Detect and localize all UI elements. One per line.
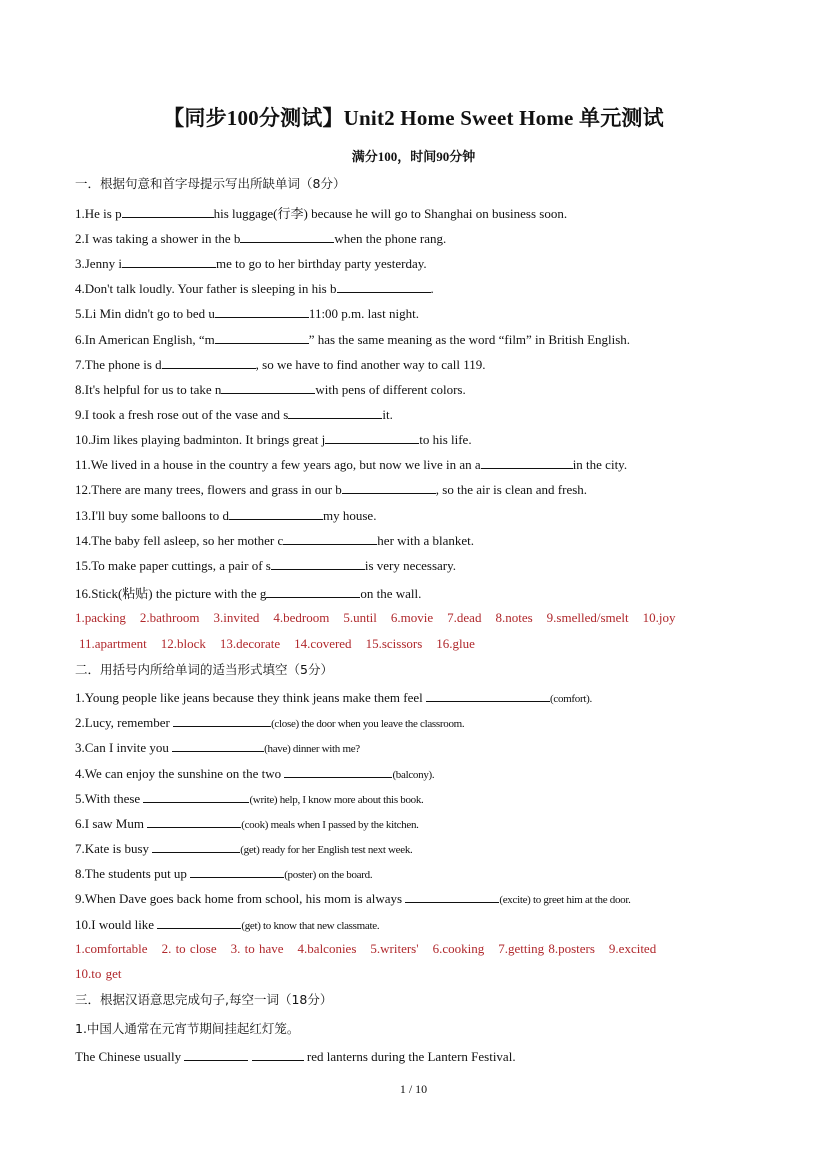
s2-question-1: 1.Young people like jeans because they think jeans make them feel (comfort). bbox=[75, 690, 592, 705]
section-1-heading: 一．根据句意和首字母提示写出所缺单词（8分） bbox=[75, 176, 346, 191]
page-number: 1 / 10 bbox=[399, 1082, 428, 1096]
s2-question-3: 3.Can I invite you (have) dinner with me? bbox=[75, 740, 360, 755]
s2-question-8: 8.The students put up (poster) on the board. bbox=[75, 866, 373, 881]
s1-question-10: 10.Jim likes playing badminton. It brings great j to his life. bbox=[75, 432, 472, 447]
s1-question-8: 8.It's helpful for us to take n with pens of different colors. bbox=[75, 382, 466, 397]
s1-question-16: 16.Stick(粘贴) the picture with the g on the wall. bbox=[75, 586, 422, 601]
s2-question-2: 2.Lucy, remember (close) the door when you leave the classroom. bbox=[75, 715, 465, 730]
s1-question-15: 15.To make paper cuttings, a pair of s is very necessary. bbox=[75, 558, 457, 573]
s2-answers-line-1: 1.comfortable 2. to close 3. to have 4.balconies 5.writers' 6.cooking 7.getting 8.posters 9.excited bbox=[75, 941, 657, 956]
section-3-heading: 三．根据汉语意思完成句子,每空一词（18分） bbox=[75, 992, 333, 1007]
s1-question-5: 5.Li Min didn't go to bed u 11:00 p.m. last night. bbox=[75, 306, 419, 321]
s1-answers-line-2: 11.apartment 12.block 13.decorate 14.covered 15.scissors 16.glue bbox=[79, 636, 475, 651]
section-2-heading: 二．用括号内所给单词的适当形式填空（5分） bbox=[75, 662, 333, 677]
s2-question-5: 5.With these (write) help, I know more about this book. bbox=[75, 791, 424, 806]
s1-question-12: 12.There are many trees, flowers and grass in our b , so the air is clean and fresh. bbox=[75, 482, 588, 497]
s1-question-6: 6.In American English, “m ” has the same meaning as the word “film” in British English. bbox=[75, 332, 631, 347]
s2-answers-line-2: 10.to get bbox=[75, 966, 122, 981]
s2-question-9: 9.When Dave goes back home from school, his mom is always (excite) to greet him at the door. bbox=[75, 891, 631, 906]
s1-question-9: 9.I took a fresh rose out of the vase and s it. bbox=[75, 407, 393, 422]
s2-question-6: 6.I saw Mum (cook) meals when I passed by the kitchen. bbox=[75, 816, 419, 831]
s1-question-4: 4.Don't talk loudly. Your father is sleeping in his b . bbox=[75, 281, 434, 296]
s2-question-7: 7.Kate is busy (get) ready for her English test next week. bbox=[75, 841, 413, 856]
s2-question-10: 10.I would like (get) to know that new classmate. bbox=[75, 917, 380, 932]
s1-question-14: 14.The baby fell asleep, so her mother c her with a blanket. bbox=[75, 533, 475, 548]
s1-question-13: 13.I'll buy some balloons to d my house. bbox=[75, 508, 377, 523]
page-title: 【同步100分测试】Unit2 Home Sweet Home 单元测试 bbox=[163, 106, 664, 130]
s1-question-1: 1.He is p his luggage(行李) because he will go to Shanghai on business soon. bbox=[75, 206, 568, 221]
s3-question-1-english: The Chinese usually red lanterns during the Lantern Festival. bbox=[75, 1049, 516, 1064]
s1-question-3: 3.Jenny i me to go to her birthday party yesterday. bbox=[75, 256, 427, 271]
s2-question-4: 4.We can enjoy the sunshine on the two (balcony). bbox=[75, 766, 435, 781]
s3-question-1-chinese: 1.中国人通常在元宵节期间挂起红灯笼。 bbox=[75, 1021, 300, 1036]
s1-answers-line-1: 1.packing 2.bathroom 3.invited 4.bedroom 5.until 6.movie 7.dead 8.notes 9.smelled/smelt 10.joy bbox=[75, 610, 676, 625]
s1-question-11: 11.We lived in a house in the country a few years ago, but now we live in an a in the city. bbox=[75, 457, 628, 472]
s1-question-7: 7.The phone is d , so we have to find another way to call 119. bbox=[75, 357, 486, 372]
page-subtitle: 满分100，时间90分钟 bbox=[351, 149, 476, 164]
s1-question-2: 2.I was taking a shower in the b when the phone rang. bbox=[75, 231, 447, 246]
